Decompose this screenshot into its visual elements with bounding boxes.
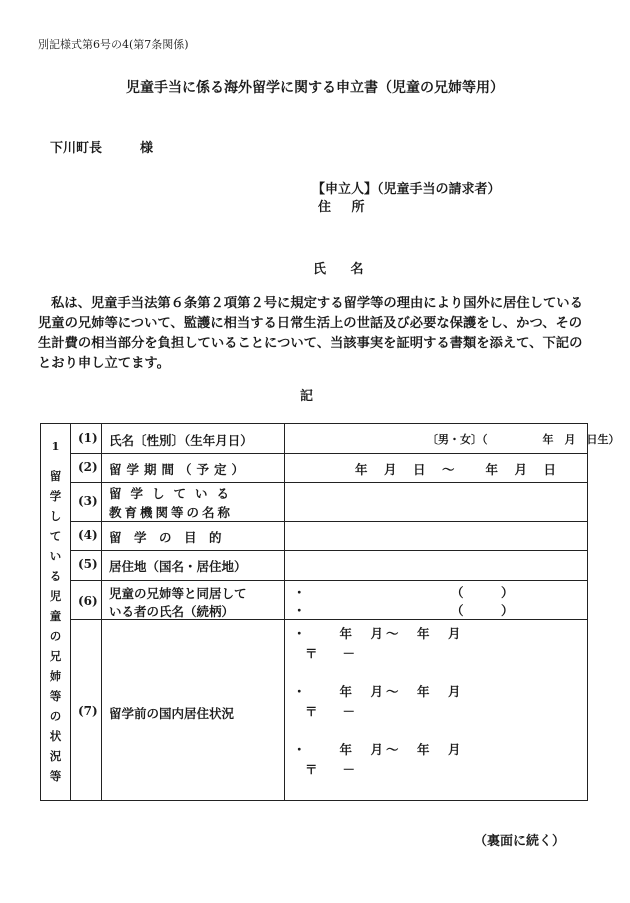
- cohabitant-relation-2[interactable]: （ ）: [451, 603, 514, 618]
- section-label-char: 童: [49, 609, 62, 623]
- prior-residence-period-3[interactable]: ・ 年 月～ 年 月: [293, 742, 464, 757]
- address-label: 住 所: [318, 200, 373, 215]
- cohabitant-bullet-2: ・: [293, 603, 306, 618]
- section-label-char: 況: [49, 749, 62, 763]
- residence-field[interactable]: [291, 554, 581, 576]
- addressee: [50, 137, 153, 156]
- row-number-2: (2): [78, 460, 98, 474]
- study-period-field[interactable]: 年 月 日 ～ 年 月 日: [355, 462, 559, 477]
- section-label-char: 姉: [49, 669, 62, 683]
- section-label-char: 児: [49, 589, 62, 603]
- cohabitant-label-line1: 児童の兄姉等と同居して: [109, 586, 247, 601]
- prior-residence-label: 留学前の国内居住状況: [109, 706, 235, 721]
- row-number-5: (5): [78, 557, 98, 571]
- section-label-char: る: [49, 569, 62, 583]
- prior-residence-postal-2[interactable]: 〒 －: [305, 704, 356, 719]
- cohabitant-bullet-1: ・: [293, 585, 306, 600]
- page-title: 児童手当に係る海外留学に関する申立書（児童の兄姉等用）: [126, 80, 504, 96]
- prior-residence-period-2[interactable]: ・ 年 月～ 年 月: [293, 684, 464, 699]
- section-label-char: の: [49, 629, 62, 643]
- institution-label-line1: 留学している: [109, 486, 239, 501]
- purpose-field[interactable]: [291, 525, 581, 547]
- section-label-char: 留: [49, 469, 62, 483]
- row-number-3: (3): [78, 494, 98, 508]
- section-label-char: い: [49, 549, 62, 563]
- name-label: 氏 名: [313, 262, 374, 277]
- row-number-6: (6): [78, 594, 98, 608]
- institution-field[interactable]: [291, 488, 581, 516]
- name-gender-birth-label: 氏名〔性別〕（生年月日）: [109, 433, 253, 448]
- section-label-char: 兄: [49, 649, 62, 663]
- section-label-char: し: [49, 509, 62, 523]
- section-label-char: の: [49, 709, 62, 723]
- section-label-char: て: [49, 529, 62, 543]
- addressee-name: 下川町長: [50, 141, 103, 156]
- row-number-7: (7): [78, 704, 98, 718]
- cohabitant-relation-1[interactable]: （ ）: [451, 585, 514, 600]
- prior-residence-postal-3[interactable]: 〒 －: [305, 762, 356, 777]
- prior-residence-postal-1[interactable]: 〒 －: [305, 646, 356, 661]
- section-label-char: 等: [49, 689, 62, 703]
- cohabitant-label-line2: いる者の氏名（続柄）: [109, 604, 235, 619]
- statement: 私は、児童手当法第６条第２項第２号に規定する留学等の理由により国外に居住している児童の兄姉等について、監護に相当する日常生活上の世話及び必要な保護をし、かつ、その生計費の相当部分を負担していることについて、当該事実を証明する書類を添えて、下記のとおり申し立てます。: [38, 296, 583, 371]
- section-number: 1: [51, 439, 60, 453]
- section-label-char: 学: [49, 489, 62, 503]
- status-table: [40, 423, 620, 801]
- continue-note: （裏面に続く）: [474, 834, 566, 849]
- ki-heading: 記: [300, 389, 314, 404]
- form-id: 別記様式第6号の4(第7条関係): [38, 38, 189, 51]
- institution-label-line2: 教育機関等の名称: [109, 505, 234, 520]
- gender-birth-field[interactable]: 〔男・女〕（ 年 月 日生）: [427, 433, 620, 446]
- purpose-label: 留 学 の 目 的: [109, 530, 222, 545]
- row-number-4: (4): [78, 528, 98, 542]
- honorific: 様: [140, 141, 154, 156]
- residence-label: 居住地（国名・居住地）: [109, 559, 247, 574]
- section-label: [41, 466, 70, 786]
- prior-residence-period-1[interactable]: ・ 年 月～ 年 月: [293, 626, 464, 641]
- study-period-label: 留学期間（予定）: [109, 462, 250, 477]
- section-label-char: 等: [49, 769, 62, 783]
- applicant-label: 【申立人】（児童手当の請求者）: [312, 182, 501, 197]
- row-number-1: (1): [78, 431, 98, 445]
- section-label-char: 状: [49, 729, 62, 743]
